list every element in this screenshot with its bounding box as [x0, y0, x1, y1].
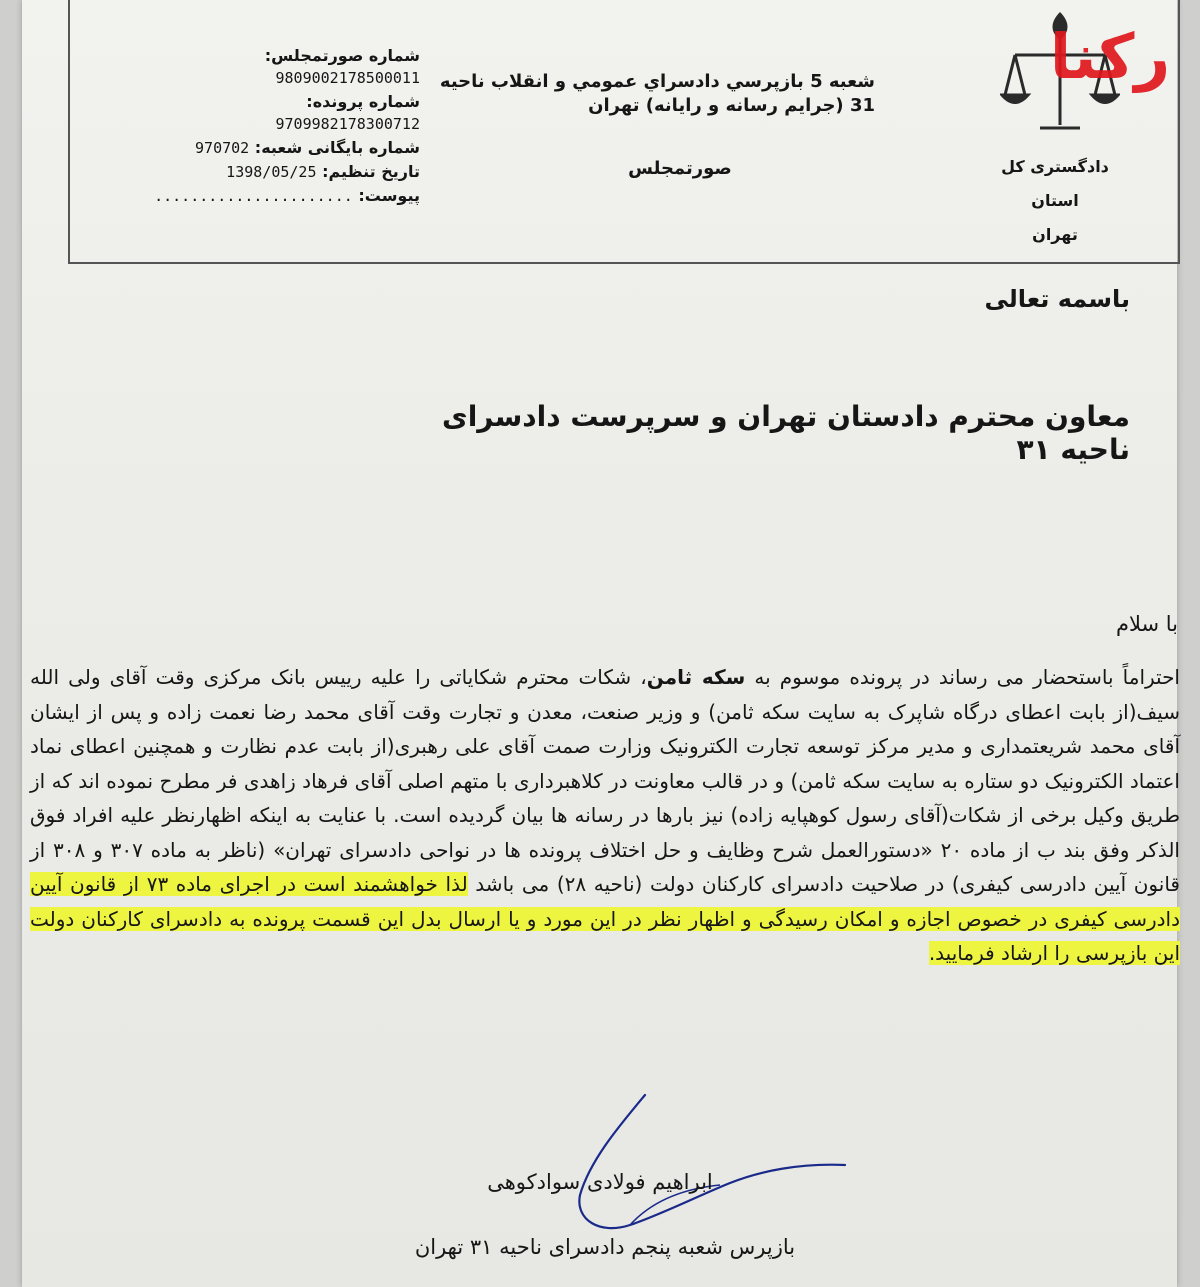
branch-title	[415, 70, 875, 118]
attachment-label: پیوست:	[358, 186, 420, 205]
file-number-value: 9709982178300712	[275, 115, 420, 133]
file-number-label: شماره پرونده:	[306, 92, 420, 111]
greeting: با سلام	[1115, 612, 1178, 636]
date-value: 1398/05/25	[226, 163, 317, 181]
addressee: معاون محترم دادستان تهران و سرپرست دادسرای ناحیه ۳۱	[442, 400, 1130, 466]
attachment-value: ......................	[154, 187, 353, 205]
court-line-2: تهران	[1032, 225, 1078, 244]
archive-label: شماره بایگانی شعبه:	[254, 138, 420, 157]
date-row	[80, 160, 420, 184]
letter-body	[30, 660, 1180, 971]
archive-row	[80, 136, 420, 160]
rokna-logo	[1035, 22, 1185, 92]
highlighted-request: لذا خواهشمند است در اجرای ماده ۷۳ از قانون آیین دادرسی کیفری در خصوص اجازه و امکان رسیدگی و اظهار نظر در این مورد و یا ارسال بدل این قسمت پرونده به دادسرای کارکنان دولت این بازپرسی را ارشاد فرمایید.	[30, 872, 1180, 965]
court-name	[985, 150, 1125, 252]
minutes-number-label: شماره صورتمجلس:	[264, 46, 420, 65]
branch-line-1: شعبه 5 بازپرسي دادسراي عمومي و انقلاب ناحيه	[439, 71, 875, 92]
archive-value: 970702	[195, 139, 250, 157]
body-paragraph	[30, 660, 1180, 971]
salutation: باسمه تعالی	[984, 285, 1130, 313]
signer-title: بازپرس شعبه پنجم دادسرای ناحیه ۳۱ تهران	[414, 1235, 796, 1259]
logo-text: رکنا	[1049, 20, 1171, 93]
court-line-1: دادگستری کل استان	[1001, 157, 1109, 210]
body-main: ، شکات محترم شکایاتی را علیه رییس بانک مرکزی وقت آقای ولی الله سیف(از بابت اعطای درگاه شاپرک به سایت سکه ثامن) و وزیر صنعت، معدن و تجارت وقت آقای محمد رضا نعمت زاده و پس از ایشان آقای محمد شریعتمداری و مدیر مرکز توسعه تجارت الکترونیک وزارت صمت آقای علی رهبری(از بابت عدم نظارت و همچنین اعطای نماد اعتماد الکترونیک دو ستاره به سایت سکه ثامن) و در قالب معاونت در کلاهبرداری با متهم اصلی آقای فرهاد زاهدی فر مطرح نموده اند که از طریق وکیل برخی از شکات(آقای رسول کوهپایه زاده) نیز بارها در رسانه ها بیان گردیده است. با عنایت به اینکه اظهارنظر علیه افراد فوق الذکر وفق بند ب از ماده ۲۰ «دستورالعمل شرح وظایف و حل اختلاف پرونده ها در نواحی دادسرای تهران» (ناظر به ماده ۳۰۷ و ۳۰۸ از قانون آیین دادرسی کیفری) در صلاحیت دادسرای کارکنان دولت (ناحیه ۲۸) می باشد	[30, 665, 1180, 896]
case-name: سکه ثامن	[646, 665, 746, 689]
date-label: تاریخ تنظیم:	[322, 162, 420, 181]
minutes-number-value: 9809002178500011	[275, 69, 420, 87]
body-intro: احتراماً باستحضار می رساند در پرونده موسوم به	[745, 665, 1180, 689]
attachment-row	[80, 184, 420, 208]
branch-line-2: 31 (جرایم رسانه و رایانه) تهران	[588, 95, 875, 116]
document-type: صورتمجلس	[628, 158, 732, 179]
signer-name: ابراهیم فولادی سوادکوهی	[487, 1170, 713, 1194]
document-metadata	[80, 44, 420, 208]
